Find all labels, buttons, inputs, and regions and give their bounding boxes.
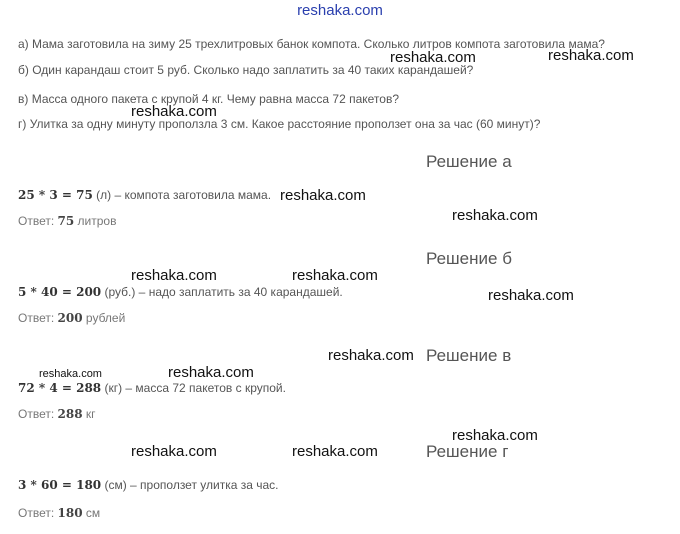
solution-b-answer bbox=[18, 311, 125, 325]
solution-g-calc bbox=[18, 478, 279, 492]
solution-v-answer bbox=[18, 407, 96, 421]
answer-label: Ответ: bbox=[18, 214, 58, 228]
solution-b-calc bbox=[18, 285, 343, 299]
solution-g-formula: 3 * 60 = 180 bbox=[18, 478, 102, 492]
solution-v-formula: 72 * 4 = 288 bbox=[18, 381, 102, 395]
answer-unit: литров bbox=[74, 214, 117, 228]
solution-b-text: (руб.) – надо заплатить за 40 карандашей. bbox=[101, 285, 343, 299]
watermark: reshaka.com bbox=[131, 267, 217, 284]
answer-label: Ответ: bbox=[18, 506, 58, 520]
watermark: reshaka.com bbox=[452, 207, 538, 224]
site-header-watermark: reshaka.com bbox=[297, 2, 383, 19]
watermark: reshaka.com bbox=[292, 267, 378, 284]
watermark: reshaka.com bbox=[280, 187, 366, 204]
solution-g-heading: Решение г bbox=[426, 442, 509, 461]
watermark: reshaka.com bbox=[488, 287, 574, 304]
solution-v-text: (кг) – масса 72 пакетов с крупой. bbox=[101, 381, 286, 395]
watermark: reshaka.com bbox=[168, 364, 254, 381]
solution-a-text: (л) – компота заготовила мама. bbox=[92, 188, 272, 202]
task-b: б) Один карандаш стоит 5 руб. Сколько надо заплатить за 40 таких карандашей? bbox=[18, 63, 474, 77]
solution-g-answer bbox=[18, 506, 100, 520]
answer-value: 75 bbox=[57, 214, 75, 228]
answer-label: Ответ: bbox=[18, 311, 58, 325]
task-a: а) Мама заготовила на зиму 25 трехлитровых банок компота. Сколько литров компота заготовила мама? bbox=[18, 37, 605, 51]
answer-value: 288 bbox=[57, 407, 83, 421]
watermark: reshaka.com bbox=[328, 347, 414, 364]
answer-unit: кг bbox=[82, 407, 96, 421]
watermark: reshaka.com bbox=[390, 49, 476, 66]
task-g: г) Улитка за одну минуту проползла 3 см. Какое расстояние проползет она за час (60 минут)? bbox=[18, 117, 541, 131]
answer-value: 200 bbox=[57, 311, 83, 325]
answer-value: 180 bbox=[57, 506, 83, 520]
watermark: reshaka.com bbox=[452, 427, 538, 444]
task-v: в) Масса одного пакета с крупой 4 кг. Чему равна масса 72 пакетов? bbox=[18, 92, 399, 106]
watermark: reshaka.com bbox=[131, 443, 217, 460]
solution-a-answer bbox=[18, 214, 116, 228]
solution-v-heading: Решение в bbox=[426, 346, 512, 365]
solution-a-formula: 25 * 3 = 75 bbox=[18, 188, 93, 202]
solution-g-text: (см) – проползет улитка за час. bbox=[101, 478, 279, 492]
watermark: reshaka.com bbox=[548, 47, 634, 64]
watermark: reshaka.com bbox=[39, 368, 102, 380]
solution-b-formula: 5 * 40 = 200 bbox=[18, 285, 102, 299]
solution-v-calc bbox=[18, 381, 286, 395]
solution-a-heading: Решение а bbox=[426, 152, 512, 171]
answer-unit: рублей bbox=[82, 311, 126, 325]
solution-b-heading: Решение б bbox=[426, 249, 512, 268]
answer-unit: см bbox=[82, 506, 101, 520]
answer-label: Ответ: bbox=[18, 407, 58, 421]
solution-a-calc bbox=[18, 188, 271, 202]
watermark: reshaka.com bbox=[131, 103, 217, 120]
watermark: reshaka.com bbox=[292, 443, 378, 460]
